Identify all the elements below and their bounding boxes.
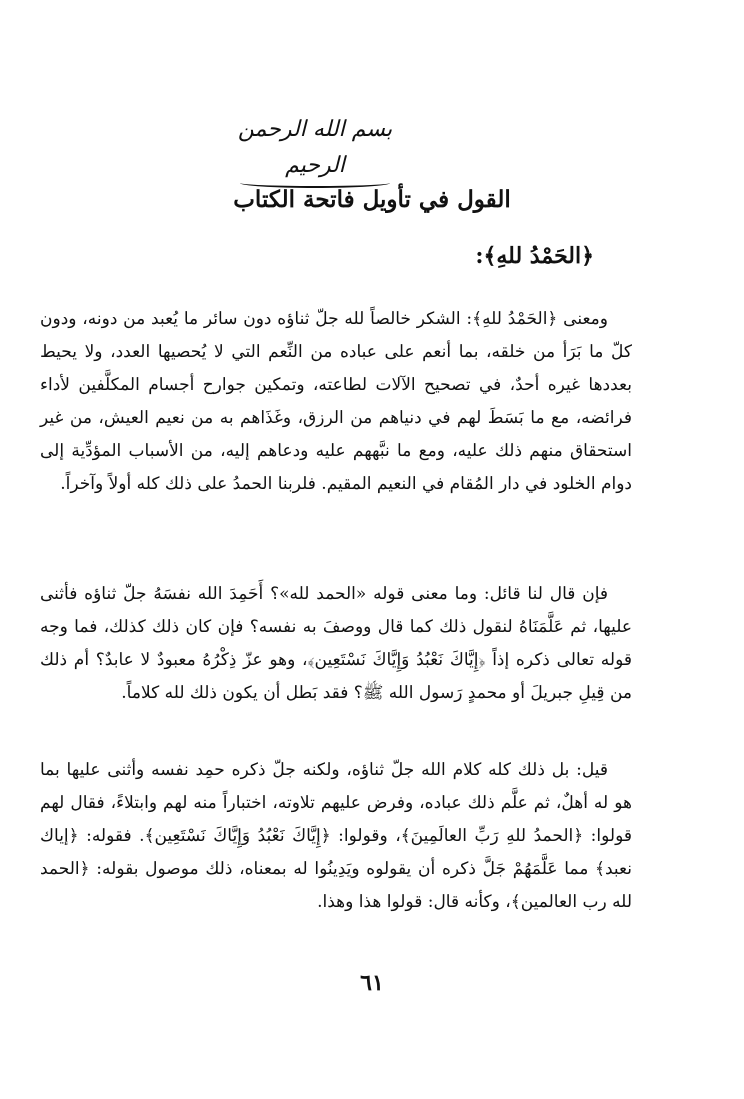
basmala-calligraphy bbox=[235, 112, 395, 178]
verse-heading: ﴿الحَمْدُ للهِ﴾: bbox=[475, 243, 594, 269]
paragraph-1: ومعنى ﴿الحَمْدُ للهِ﴾: الشكر خالصاً لله جلّ ثناؤه دون سائر ما يُعبد من دونه، ودون كلّ ما بَرَأ من خلقه، بما أنعم على عباده من النِّعم التي لا يُحصيها العدد، ولا يحيط بعددها غيره أحدٌ، في تصحيح الآلات لطاعته، وتمكين جوارح أجسام المكلَّفين لأداء فرائضه، مع ما بَسَطَ لهم في دنياهم من الرزق، وغَذَاهم به من نعيم العيش، من غير استحقاق منهم ذلك عليه، ومع ما نبَّههم عليه ودعاهم إليه، من الأسباب المؤدِّية إلى دوام الخلود في دار المُقام في النعيم المقيم. فلربنا الحمدُ على ذلك كله أولاً وآخراً. bbox=[40, 309, 632, 494]
paragraph-2: فإن قال لنا قائل: وما معنى قوله «الحمد لله»؟ أَحَمِدَ الله نفسَهُ جلّ ثناؤه فأثنى عليها، ثم عَلَّمَنَاهُ لنقول ذلك كما قال ووصفَ به نفسه؟ فإن كان ذلك كذلك، فما وجه قوله تعالى ذكره إذاً ﴿إِيَّاكَ نَعْبُدُ وَإِيَّاكَ نَسْتَعِين﴾، وهو عزّ ذِكْرُهُ معبودٌ لا عابدٌ؟ أم ذلك من قِيلِ جبريلَ أو محمدٍ رَسول الله ﷺ؟ فقد بَطل أن يكون ذلك لله كلاماً. bbox=[40, 584, 633, 703]
basmala-text: بسم الله الرحمن الرحيم bbox=[237, 117, 393, 178]
chapter-title: القول في تأويل فاتحة الكتاب bbox=[233, 186, 511, 213]
paragraph-3: قيل: بل ذلك كله كلام الله جلّ ثناؤه، ولكنه جلّ ذكره حمِد نفسه وأثنى عليها بما هو له أهلٌ، ثم علَّم ذلك عباده، وفرض عليهم تلاوته، اختباراً منه لهم وابتلاءً، فقال لهم قولوا: ﴿الحمدُ للهِ رَبِّ العالَمِينَ﴾، وقولوا: ﴿إِيَّاكَ نَعْبُدُ وَإِيَّاكَ نَسْتَعِين﴾. فقوله: ﴿إياك نعبد﴾ مما عَلَّمَهُمْ جَلَّ ذكره أن يقولوه ويَدِينُوا له بمعناه، ذلك موصول بقوله: ﴿الحمد لله رب العالمين﴾، وكأنه قال: قولوا هذا وهذا. bbox=[40, 760, 632, 912]
page-number: ٦١ bbox=[360, 970, 384, 996]
